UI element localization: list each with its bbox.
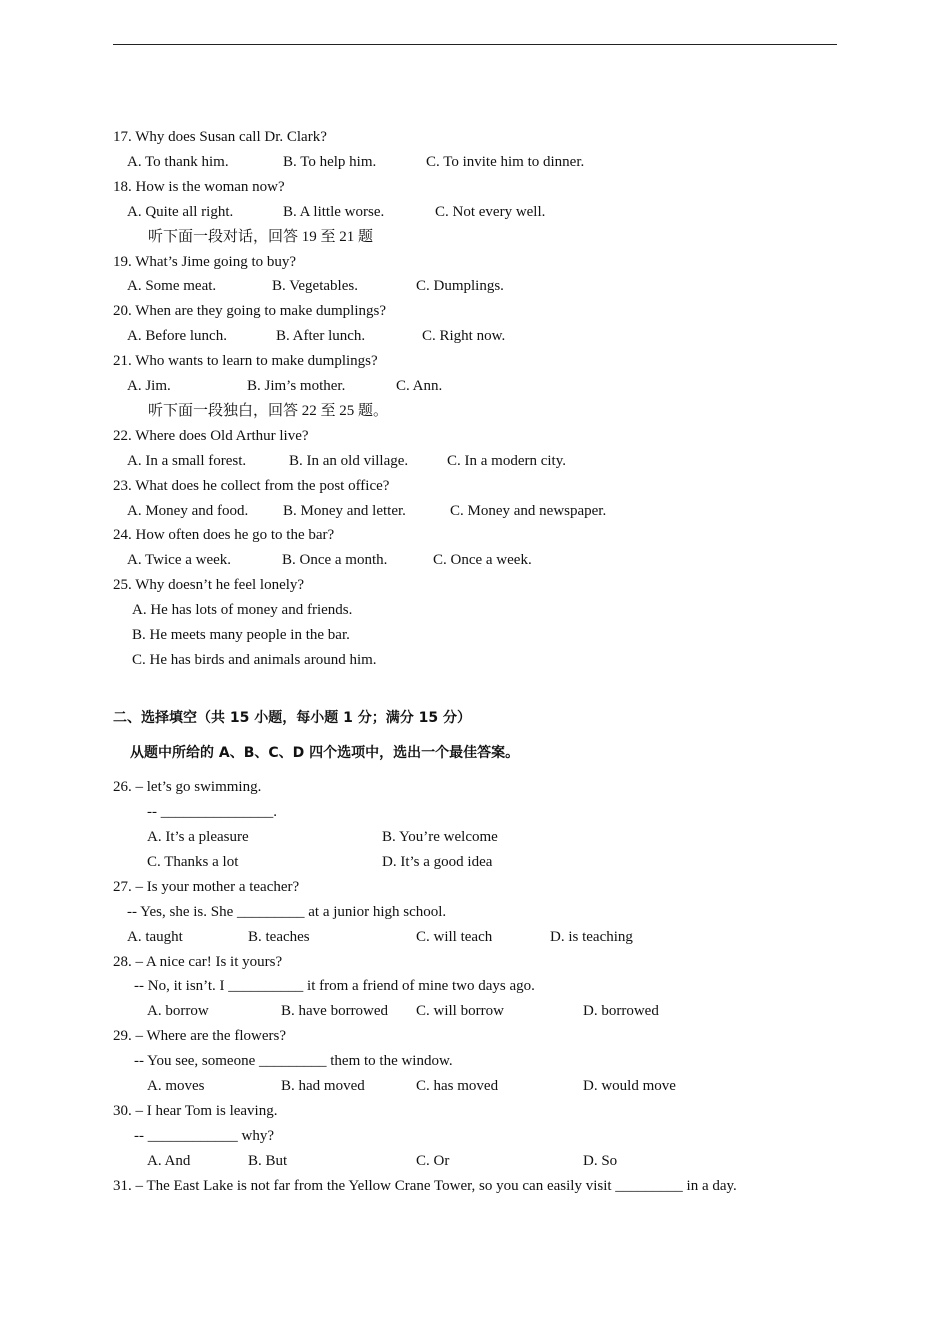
text-line: D. is teaching (550, 929, 633, 945)
text-line: 20. When are they going to make dumplings? (113, 303, 386, 319)
text-line: -- No, it isn’t. I __________ it from a friend of mine two days ago. (134, 978, 535, 994)
text-line: A. taught (127, 929, 183, 945)
text-line: 19. What’s Jime going to buy? (113, 254, 297, 270)
text-line: C. Dumplings. (416, 278, 504, 294)
text-line: -- Yes, she is. She _________ at a junior high school. (127, 904, 447, 920)
text-line: A. Jim. (127, 378, 171, 394)
text-line: C. He has birds and animals around him. (132, 652, 377, 668)
text-line: 26. – let’s go swimming. (113, 779, 262, 795)
text-line: 22. Where does Old Arthur live? (113, 428, 309, 444)
text-line: 17. Why does Susan call Dr. Clark? (113, 129, 327, 145)
text-line: C. will teach (416, 929, 493, 945)
text-line: C. Right now. (422, 328, 506, 344)
text-line: B. After lunch. (276, 328, 366, 344)
text-line: A. Twice a week. (127, 552, 232, 568)
text-line: D. borrowed (583, 1003, 659, 1019)
text-line: 28. – A nice car! Is it yours? (113, 954, 283, 970)
text-line: 24. How often does he go to the bar? (113, 527, 335, 543)
text-line: 23. What does he collect from the post office? (113, 478, 390, 494)
text-line: 从题中所给的 A、B、C、D 四个选项中，选出一个最佳答案。 (130, 745, 520, 761)
text-line: A. It’s a pleasure (147, 829, 249, 845)
text-line: A. Before lunch. (127, 328, 227, 344)
text-line: B. A little worse. (283, 204, 385, 220)
text-line: A. In a small forest. (127, 453, 247, 469)
text-line: B. Vegetables. (272, 278, 358, 294)
text-line: 听下面一段对话，回答 19 至 21 题 (148, 229, 374, 245)
text-line: B. teaches (248, 929, 310, 945)
text-line: C. Ann. (396, 378, 443, 394)
text-line: 二、选择填空（共 15 小题，每小题 1 分；满分 15 分） (113, 710, 471, 726)
text-line: C. has moved (416, 1078, 499, 1094)
text-line: 30. – I hear Tom is leaving. (113, 1103, 278, 1119)
text-line: B. have borrowed (281, 1003, 389, 1019)
text-line: -- _______________. (147, 804, 277, 820)
text-line: B. Once a month. (282, 552, 388, 568)
text-line: C. Money and newspaper. (450, 503, 607, 519)
text-line: C. will borrow (416, 1003, 504, 1019)
text-line: A. Some meat. (127, 278, 217, 294)
text-line: 29. – Where are the flowers? (113, 1028, 286, 1044)
text-line: 27. – Is your mother a teacher? (113, 879, 300, 895)
text-line: 21. Who wants to learn to make dumplings? (113, 353, 378, 369)
text-line: 听下面一段独白，回答 22 至 25 题。 (148, 403, 389, 419)
text-line: B. Money and letter. (283, 503, 406, 519)
text-line: B. To help him. (283, 154, 377, 170)
text-line: 25. Why doesn’t he feel lonely? (113, 577, 305, 593)
text-line: B. But (248, 1153, 288, 1169)
text-line: C. Or (416, 1153, 450, 1169)
text-line: B. Jim’s mother. (247, 378, 346, 394)
text-line: B. You’re welcome (382, 829, 498, 845)
text-line: C. Once a week. (433, 552, 532, 568)
text-line: C. Not every well. (435, 204, 546, 220)
text-line: C. To invite him to dinner. (426, 154, 585, 170)
text-line: -- You see, someone _________ them to the window. (134, 1053, 453, 1069)
text-line: A. Money and food. (127, 503, 249, 519)
text-line: B. He meets many people in the bar. (132, 627, 350, 643)
text-line: A. borrow (147, 1003, 209, 1019)
text-line: A. And (147, 1153, 191, 1169)
text-line: D. would move (583, 1078, 676, 1094)
text-line: C. Thanks a lot (147, 854, 239, 870)
text-line: B. had moved (281, 1078, 365, 1094)
text-line: D. It’s a good idea (382, 854, 493, 870)
text-line: -- ____________ why? (134, 1128, 274, 1144)
text-line: 18. How is the woman now? (113, 179, 285, 195)
text-line: A. To thank him. (127, 154, 229, 170)
text-line: A. Quite all right. (127, 204, 234, 220)
text-line: B. In an old village. (289, 453, 409, 469)
text-line: D. So (583, 1153, 618, 1169)
text-line: A. moves (147, 1078, 205, 1094)
text-line: 31. – The East Lake is not far from the Yellow Crane Tower, so you can easily visit _________ in a day. (113, 1178, 737, 1194)
text-line: A. He has lots of money and friends. (132, 602, 353, 618)
text-line: C. In a modern city. (447, 453, 566, 469)
header-rule (113, 44, 837, 45)
